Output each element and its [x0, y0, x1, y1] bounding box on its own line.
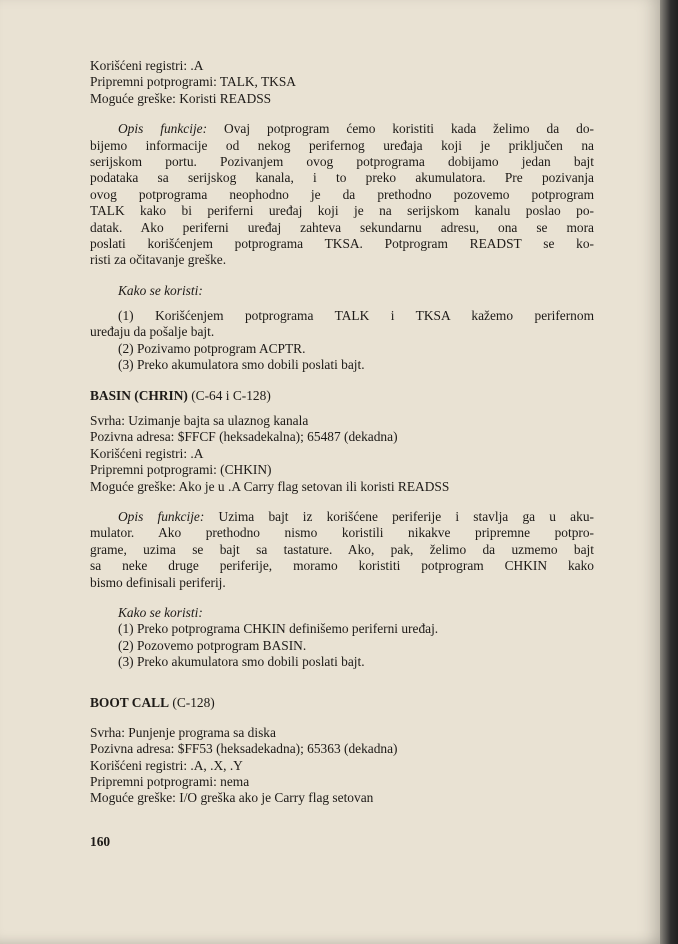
basin-greske: Moguće greške: Ako je u .A Carry flag setovan ili koristi READSS	[90, 478, 450, 494]
boot-greske: Moguće greške: I/O greška ako je Carry flag setovan	[90, 790, 374, 806]
opis1-line-6: datak. Ako periferni uređaj zahteva sekundarnu adresu, ona se mora	[90, 219, 594, 235]
kako2-label: Kako se koristi:	[118, 604, 203, 620]
kako1-item1-b: uređaju da pošalje bajt.	[90, 324, 215, 340]
opis1-line-last: risti za očitavanje greške.	[90, 252, 227, 268]
opis2-line-1: mulator. Ako prethodno nismo koristili nikakve pripremne potpro-	[90, 525, 594, 541]
opis1-line-4: ovog potprograma neophodno je da prethodno pozovemo potprogram	[90, 186, 594, 202]
basin-adresa: Pozivna adresa: $FFCF (heksadekalna); 65487 (dekadna)	[90, 429, 398, 445]
boot-svrha: Svrha: Punjenje programa sa diska	[90, 724, 276, 740]
opis1-line-0: Ovaj potprogram ćemo koristiti kada želimo da do-	[224, 121, 594, 137]
opis2-line-3: sa neke druge periferije, moramo koristiti potprogram CHKIN kako	[90, 558, 594, 574]
kako2-item3: (3) Preko akumulatora smo dobili poslati bajt.	[118, 654, 365, 670]
basin-registri: Korišćeni registri: .A	[90, 445, 204, 461]
opis2-first-line	[90, 509, 594, 525]
kako2-item1: (1) Preko potprograma CHKIN definišemo periferni uređaj.	[118, 621, 439, 637]
kako1-item3: (3) Preko akumulatora smo dobili poslati bajt.	[118, 357, 365, 373]
opis1-line-2: serijskom portu. Pozivanjem ovog potprograma dobijamo jedan bajt	[90, 153, 594, 169]
basin-title-rest: (C-64 i C-128)	[187, 387, 271, 403]
opis1-line-3: podataka sa serijskog kanala, i to preko akumulatora. Pre pozivanja	[90, 170, 594, 186]
kako1-item1-a: (1) Korišćenjem potprograma TALK i TKSA kažemo perifernom	[118, 308, 594, 324]
boot-pripremni: Pripremni potprogrami: nema	[90, 774, 250, 790]
page-text	[90, 58, 594, 807]
boot-adresa: Pozivna adresa: $FF53 (heksadekadna); 65363 (dekadna)	[90, 741, 398, 757]
opis1-first-line	[90, 121, 594, 137]
boot-title: BOOT CALL	[90, 694, 170, 710]
basin-title: BASIN (CHRIN)	[90, 387, 188, 403]
opis1-line-5: TALK kako bi periferni uređaj koji je na serijskom kanalu poslao po-	[90, 203, 594, 219]
boot-heading	[90, 695, 594, 711]
opis2-line-2: grame, uzima se bajt sa tastature. Ako, pak, želimo da uzmemo bajt	[90, 541, 594, 557]
errors-line: Moguće greške: Koristi READSS	[90, 90, 272, 106]
prereq-line: Pripremni potprogrami: TALK, TKSA	[90, 74, 296, 90]
opis2-line-last: bismo definisali periferij.	[90, 574, 226, 590]
opis2-label: Opis funkcije:	[118, 508, 205, 524]
basin-heading	[90, 388, 594, 404]
page-number: 160	[90, 834, 111, 849]
opis1-line-7: poslati korišćenjem potprograma TKSA. Potprogram READST se ko-	[90, 235, 594, 251]
opis1-label: Opis funkcije:	[118, 121, 208, 137]
opis1-line-1: bijemo informacije od nekog perifernog uređaja koji je priključen na	[90, 137, 594, 153]
boot-registri: Korišćeni registri: .A, .X, .Y	[90, 757, 243, 773]
basin-pripremni: Pripremni potprogrami: (CHKIN)	[90, 462, 272, 478]
opis2-line-0: Uzima bajt iz korišćene periferije i stavlja ga u aku-	[218, 508, 594, 524]
kako1-label: Kako se koristi:	[118, 282, 203, 298]
book-edge-shadow	[660, 0, 678, 944]
basin-svrha: Svrha: Uzimanje bajta sa ulaznog kanala	[90, 413, 309, 429]
boot-title-rest: (C-128)	[169, 694, 215, 710]
registers-line: Korišćeni registri: .A	[90, 58, 204, 73]
kako1-item2: (2) Pozivamo potprogram ACPTR.	[118, 340, 306, 356]
kako2-item2: (2) Pozovemo potprogram BASIN.	[118, 637, 307, 653]
